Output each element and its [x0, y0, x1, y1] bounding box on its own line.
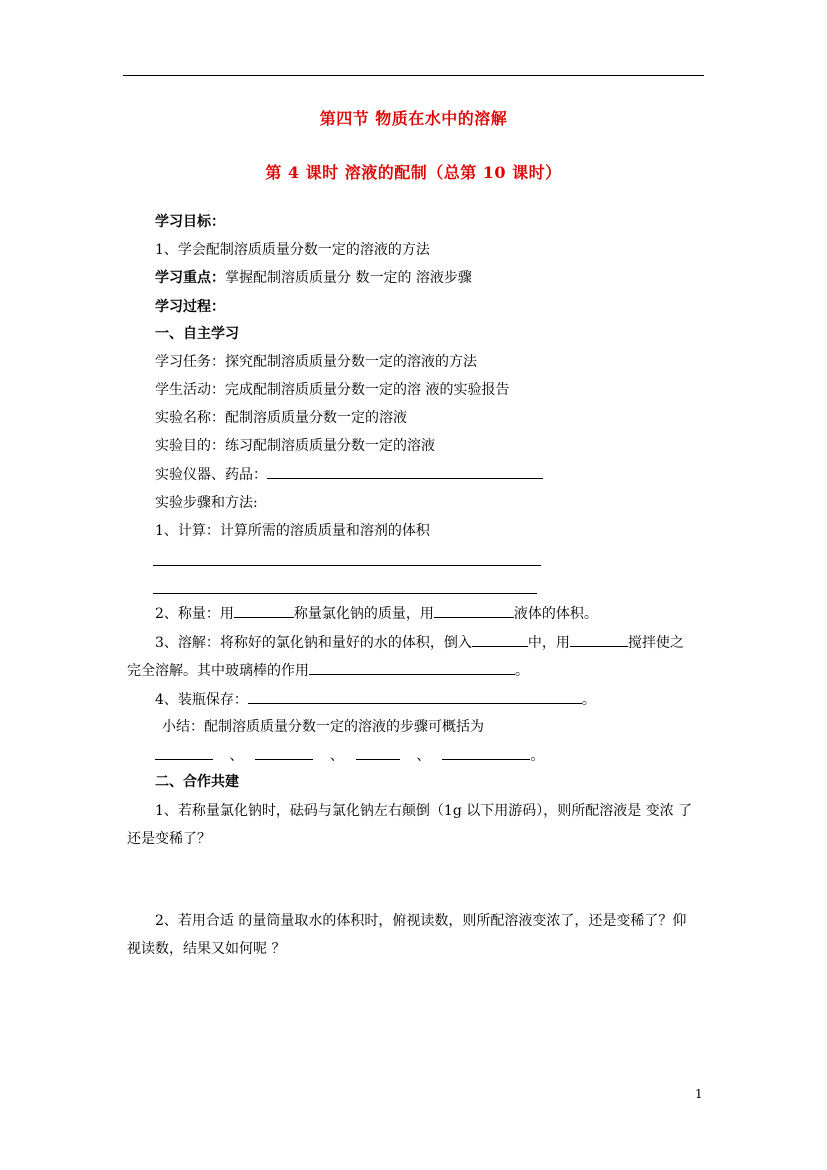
goal-item-1: 1、学会配制溶质质量分数一定的溶液的方法	[155, 242, 430, 258]
step-2-text-a: 2、称量：用	[155, 606, 234, 622]
step-4-label: 4、装瓶保存：	[155, 692, 248, 708]
instruments-blank[interactable]	[267, 464, 543, 479]
step-4	[155, 689, 596, 710]
summary-separator-2: 、	[329, 748, 344, 764]
focus-line	[155, 268, 472, 288]
step-2-text-c: 液体的体积。	[513, 606, 598, 622]
page-title: 第四节 物质在水中的溶解	[319, 109, 508, 128]
step-2-blank-2[interactable]	[434, 603, 514, 618]
step-4-blank[interactable]	[248, 689, 582, 704]
question-1-line-2: 还是变稀了？	[127, 831, 211, 847]
focus-label: 学习重点：	[155, 270, 225, 286]
step-3-blank-2[interactable]	[570, 632, 628, 647]
summary-blanks	[155, 745, 544, 766]
step-1-answer-line-2[interactable]	[153, 593, 537, 594]
summary-separator-3: 、	[416, 748, 431, 764]
summary-blank-3[interactable]	[356, 745, 400, 760]
section-2-heading: 二、合作共建	[155, 774, 239, 790]
step-3-line-1	[155, 632, 684, 653]
step-3-text-a: 3、溶解：将称好的氯化钠和量好的水的体积，倒入	[155, 635, 472, 651]
experiment-name: 实验名称：配制溶质质量分数一定的溶液	[155, 410, 407, 426]
page-number: 1	[695, 1087, 703, 1101]
step-3-text-e: 。	[515, 663, 529, 679]
step-4-period: 。	[581, 692, 596, 708]
step-2-blank-1[interactable]	[234, 603, 294, 618]
summary-blank-4[interactable]	[442, 745, 530, 760]
question-1-line-1: 1、若称量氯化钠时，砝码与氯化钠左右颠倒（1g 以下用游码），则所配溶液是 变浓 了	[155, 803, 693, 819]
header-rule	[123, 75, 704, 76]
page-subtitle: 第 4 课时 溶液的配制（总第 10 课时）	[265, 163, 562, 182]
step-3-text-d: 完全溶解。其中玻璃棒的作用	[127, 663, 309, 679]
experiment-instruments-line	[155, 464, 543, 485]
goal-heading: 学习目标：	[155, 214, 225, 230]
step-3-text-b: 中，用	[527, 635, 570, 651]
question-2-line-1: 2、若用合适 的量筒量取水的体积时，俯视读数，则所配溶液变浓了，还是变稀了？仰	[155, 913, 687, 929]
focus-text: 掌握配制溶质质量分 数一定的 溶液步骤	[225, 270, 472, 286]
step-2-text-b: 称量氯化钠的质量，用	[293, 606, 434, 622]
task-line: 学习任务：探究配制溶质质量分数一定的溶液的方法	[155, 354, 477, 370]
experiment-steps-heading: 实验步骤和方法:	[155, 495, 258, 511]
step-1: 1、计算：计算所需的溶质质量和溶剂的体积	[155, 523, 430, 539]
step-2	[155, 603, 598, 624]
step-1-answer-line-1[interactable]	[153, 565, 541, 566]
step-3-blank-1[interactable]	[472, 632, 528, 647]
section-1-heading: 一、自主学习	[155, 326, 239, 342]
step-3-blank-3[interactable]	[309, 660, 515, 675]
summary-separator-1: 、	[229, 748, 244, 764]
summary-period: 。	[530, 748, 545, 764]
step-3-line-2	[127, 660, 529, 681]
activity-line: 学生活动：完成配制溶质质量分数一定的溶 液的实验报告	[155, 382, 510, 398]
process-heading: 学习过程：	[155, 299, 225, 315]
question-2-line-2: 视读数，结果又如何呢 ？	[127, 941, 286, 957]
instruments-label: 实验仪器、药品：	[155, 467, 267, 483]
experiment-purpose: 实验目的：练习配制溶质质量分数一定的溶液	[155, 438, 435, 454]
summary-blank-1[interactable]	[155, 745, 213, 760]
summary-line: 小结：配制溶质质量分数一定的溶液的步骤可概括为	[162, 719, 484, 735]
step-3-text-c: 搅拌使之	[627, 635, 684, 651]
summary-blank-2[interactable]	[255, 745, 313, 760]
